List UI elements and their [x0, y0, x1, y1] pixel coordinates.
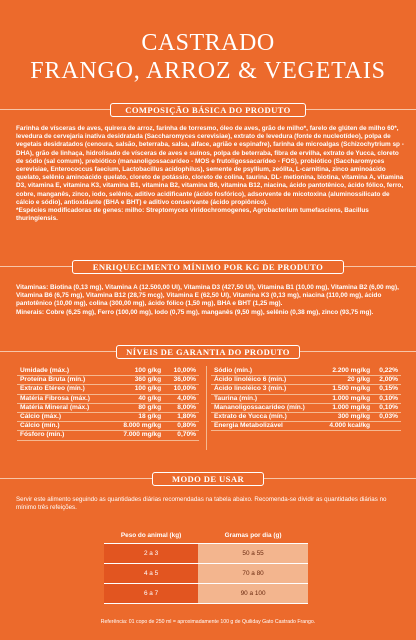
- nutrient-percent: 0,10%: [373, 394, 401, 403]
- nutrient-name: Extrato de Yucca (mín.): [211, 413, 320, 422]
- table-row: [17, 367, 199, 376]
- garantia-table-left: [17, 367, 199, 441]
- table-row: [211, 385, 401, 394]
- product-title-line2: FRANGO, ARROZ & VEGETAIS: [30, 58, 386, 84]
- nutrient-name: Extrato Etéreo (mín.): [17, 385, 110, 394]
- nutrient-name: Taurina (mín.): [211, 394, 320, 403]
- nutrient-name: Ácido linoléico 6 (mín.): [211, 376, 320, 385]
- nutrient-name: Sódio (mín.): [211, 367, 320, 376]
- table-row: [211, 413, 401, 422]
- composicao-text: [16, 125, 404, 223]
- nutrient-amount: 1.000 mg/kg: [320, 394, 373, 403]
- nutrient-name: Fósforo (mín.): [17, 431, 110, 440]
- nutrient-name: Cálcio (máx.): [17, 413, 110, 422]
- nutrient-amount: 4.000 kcal/kg: [320, 422, 373, 431]
- nutrient-percent: 0,15%: [373, 385, 401, 394]
- table-row: [211, 394, 401, 403]
- composicao-body: Farinha de vísceras de aves, quirera de arroz, farinha de torresmo, óleo de aves, grão de milho*, farelo de glúten de milho 60*, levedura de cervejaria inativa desidratada (Saccharomyces cerevisiae), extrato de levedura (fonte de nucleotídeo), polpa de vegetais desidratados (cenoura, salsão, beterraba, salsa, alface, agrião e espinafre), farinha de microalgas (Schizochytrium sp - DHA), grão de linhaça, hidrolisado de vísceras de aves e suínos, polpa de beterraba, fibra de ervilha, extrato de Yucca, cloreto de sódio (sal comum), prebiótico (mananoligossacarídeo - MOS e frutoligossacarídeo - FOS), probiótico (Saccharomyces cerevisiae, Enterococcus faecium, Lactobacillus acidophilus), semente de psyllium, zeólita, L-carnitina, zinco aminoácido quelato, selênio aminoácido quelato, cloreto de potássio, cloreto de colina, taurina, DL- metionina, biotina, vitamina A, vitamina D3, vitamina E, vitamina K3, vitamina B1, vitamina B2, vitamina B6, vitamina B12, niacina, ácido pantotênico, ácido fólico, ferro, cobre, manganês, zinco, iodo, selênio, aditivo acidificante (ácido fosfórico), adsorvente de micotoxina (aluminossilicato de cálcio e sódio), antioxidante (BHA e BHT) e aditivo conservante (ácido propiônico).: [16, 125, 404, 206]
- nutrient-amount: 18 g/kg: [110, 413, 164, 422]
- composicao-note: *Espécies modificadoras de genes: milho: Streptomyces viridochromogenes, Agrobacterium tumefasciens, Bacillus thuringiensis.: [16, 207, 369, 223]
- table-row: [17, 422, 199, 431]
- nutrient-name: Energia Metabolizável: [211, 422, 320, 431]
- nutrient-percent: [373, 422, 401, 431]
- nutrient-amount: 360 g/kg: [110, 376, 164, 385]
- footnote: Referência: 01 copo de 250 ml = aproximadamente 100 g de Quiliday Gato Castrado Frango.: [100, 619, 316, 625]
- composicao-heading: COMPOSIÇÃO BÁSICA DO PRODUTO: [110, 103, 306, 117]
- garantia-table-right: [211, 367, 401, 431]
- nutrient-percent: 8,00%: [164, 403, 199, 412]
- feeding-col-weight: Peso do animal (kg): [104, 527, 198, 544]
- nutrient-amount: 1.500 mg/kg: [320, 385, 373, 394]
- table-row: [211, 422, 401, 431]
- garantia-heading: NÍVEIS DE GARANTIA DO PRODUTO: [116, 345, 300, 359]
- nutrient-percent: 0,03%: [373, 413, 401, 422]
- animal-weight: 4 a 5: [104, 564, 198, 584]
- nutrient-name: Cálcio (mín.): [17, 422, 110, 431]
- nutrient-percent: 0,70%: [164, 431, 199, 440]
- garantia-banner: [0, 345, 416, 359]
- nutrient-percent: 0,22%: [373, 367, 401, 376]
- nutrient-name: Ácido linoléico 3 (mín.): [211, 385, 320, 394]
- modo-banner: [0, 472, 416, 486]
- enriquecimento-banner: [0, 260, 416, 274]
- table-row: [17, 394, 199, 403]
- nutrient-amount: 8.000 mg/kg: [110, 422, 164, 431]
- animal-weight: 6 a 7: [104, 584, 198, 604]
- nutrient-percent: 2,00%: [373, 376, 401, 385]
- garantia-divider: [206, 366, 207, 450]
- animal-weight: 2 a 3: [104, 544, 198, 564]
- nutrient-percent: 10,00%: [164, 367, 199, 376]
- nutrient-amount: 100 g/kg: [110, 367, 164, 376]
- table-row: [17, 376, 199, 385]
- table-row: [211, 376, 401, 385]
- table-row: [211, 367, 401, 376]
- table-row: [17, 403, 199, 412]
- modo-heading: MODO DE USAR: [152, 472, 264, 486]
- enriquecimento-heading: ENRIQUECIMENTO MÍNIMO POR KG DE PRODUTO: [72, 260, 344, 274]
- nutrient-amount: 2.200 mg/kg: [320, 367, 373, 376]
- nutrient-percent: 36,00%: [164, 376, 199, 385]
- nutrient-name: Umidade (máx.): [17, 367, 110, 376]
- nutrient-percent: 0,10%: [373, 403, 401, 412]
- nutrient-amount: 40 g/kg: [110, 394, 164, 403]
- table-row: [17, 431, 199, 440]
- nutrient-name: Matéria Mineral (máx.): [17, 403, 110, 412]
- minerais-text: Minerais: Cobre (6,25 mg), Ferro (100,00 mg), Iodo (0,75 mg), manganês (9,50 mg), selênio (0,38 mg), zinco (93,75 mg).: [16, 308, 374, 316]
- grams-per-day: 50 a 55: [198, 544, 308, 564]
- nutrient-percent: 0,80%: [164, 422, 199, 431]
- nutrient-name: Proteína Bruta (mín.): [17, 376, 110, 385]
- table-row: [104, 544, 308, 564]
- nutrient-amount: 100 g/kg: [110, 385, 164, 394]
- grams-per-day: 70 a 80: [198, 564, 308, 584]
- feeding-table: [104, 527, 308, 604]
- table-row: [104, 584, 308, 604]
- table-row: [17, 385, 199, 394]
- table-row: [17, 413, 199, 422]
- nutrient-amount: 1.000 mg/kg: [320, 403, 373, 412]
- modo-text: Servir este alimento seguindo as quantidades diárias recomendadas na tabela abaixo. Recomenda-se dividir as quantidades diárias no mínimo três refeições.: [16, 496, 387, 512]
- nutrient-percent: 1,80%: [164, 413, 199, 422]
- nutrient-name: Matéria Fibrosa (máx.): [17, 394, 110, 403]
- feeding-col-grams: Gramas por dia (g): [198, 527, 308, 544]
- vitaminas-text: Vitaminas: Biotina (0,13 mg), Vitamina A (12.500,00 UI), Vitamina D3 (427,50 UI), Vitamina B1 (10,00 mg), Vitamina B2 (6,00 mg), Vitamina B6 (6,75 mg), Vitamina B12 (28,75 mcg), Vitamina E (62,50 UI), Vitamina K3 (0,13 mg), niacina (110,00 mg), ácido pantotênico (10,00 mg), colina (300,00 mg), ácido fólico (1,50 mg), BHA e BHT (1,25 mg).: [16, 284, 399, 308]
- table-row: [211, 403, 401, 412]
- composicao-banner: [0, 103, 416, 117]
- nutrient-percent: 4,00%: [164, 394, 199, 403]
- table-row: [104, 564, 308, 584]
- nutrient-amount: 300 mg/kg: [320, 413, 373, 422]
- grams-per-day: 90 a 100: [198, 584, 308, 604]
- nutrient-name: Mananoligossacarídeo (mín.): [211, 403, 320, 412]
- nutrient-amount: 20 g/kg: [320, 376, 373, 385]
- enriquecimento-text: [16, 284, 404, 317]
- nutrient-amount: 7.000 mg/kg: [110, 431, 164, 440]
- nutrient-amount: 80 g/kg: [110, 403, 164, 412]
- product-title-line1: CASTRADO: [141, 30, 275, 56]
- nutrient-percent: 10,00%: [164, 385, 199, 394]
